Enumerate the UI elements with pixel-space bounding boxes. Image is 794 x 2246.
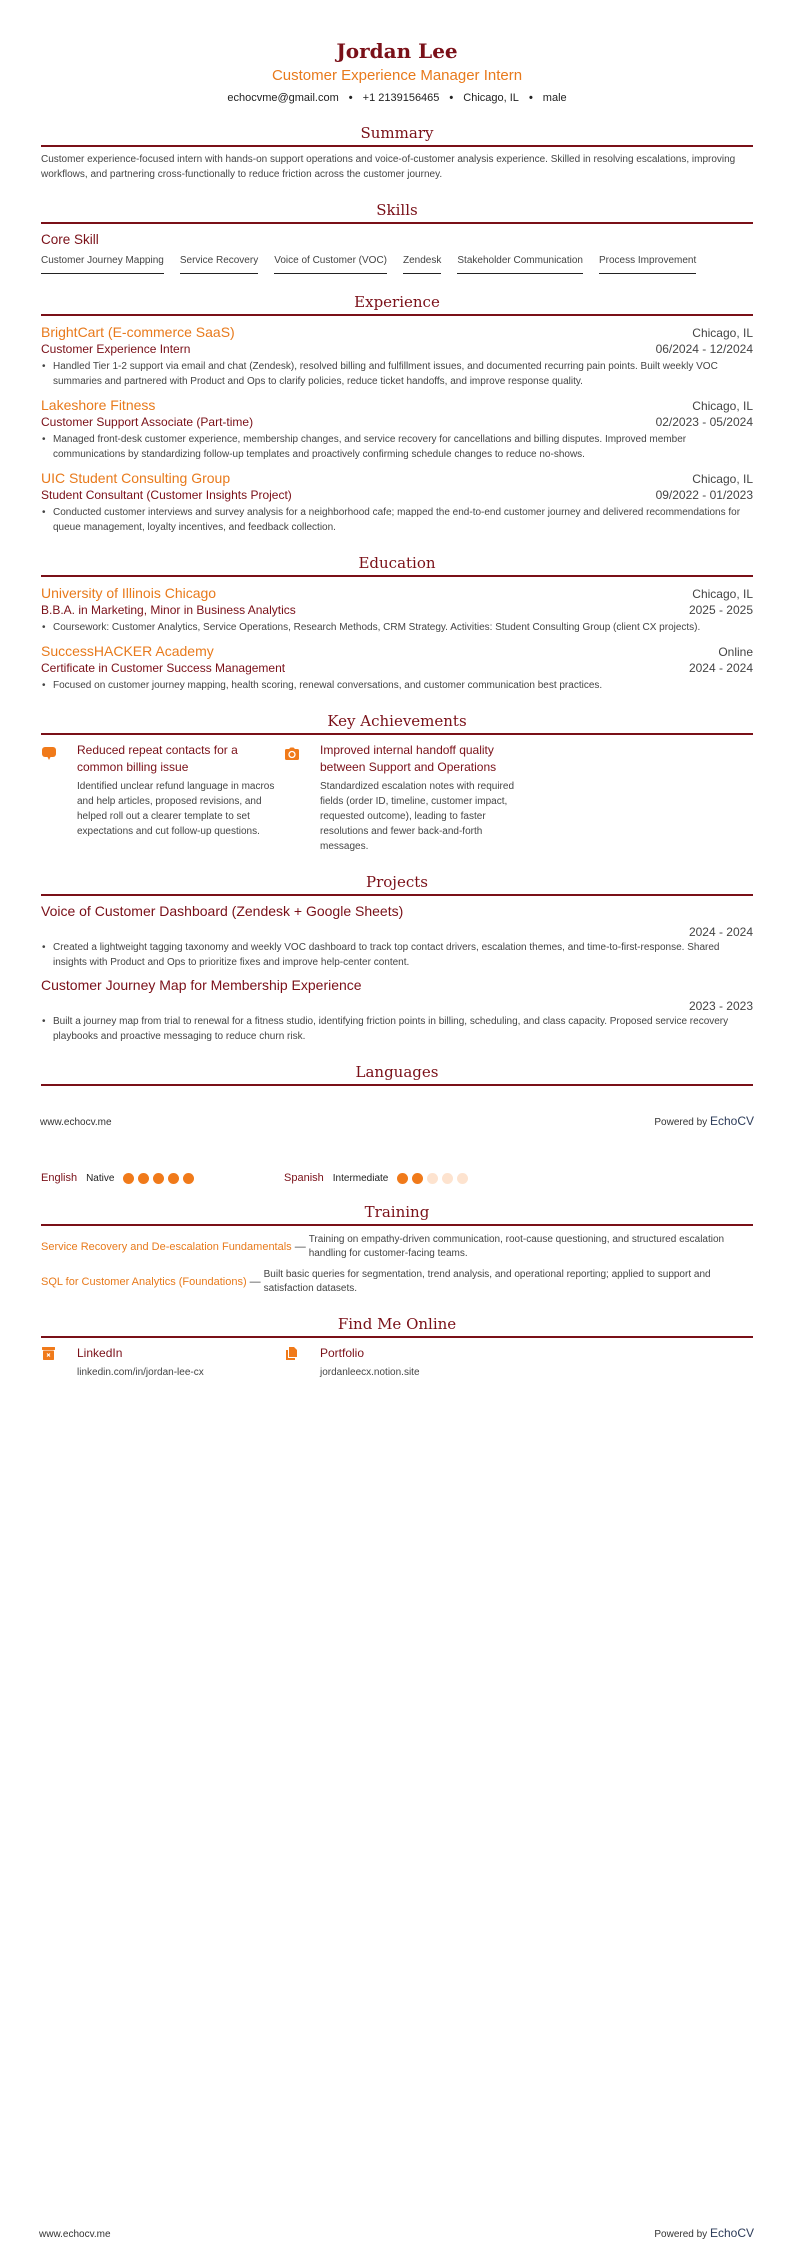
section-divider xyxy=(41,1336,753,1338)
rating-dot-empty xyxy=(457,1173,468,1184)
section-title-training: Training xyxy=(364,1203,430,1221)
education-entry xyxy=(41,584,753,635)
section-title-experience: Experience xyxy=(354,293,440,311)
job-bullet: • Conducted customer interviews and survey analysis for a neighborhood cafe; mapped the end-to-end customer journey and delivered recommendations for queue management, loyalty incentives, and feedback collection. xyxy=(41,505,753,535)
achievement-desc: Identified unclear refund language in macros and help articles, proposed revisions, and helped roll out a clearer template to set expectations and cut follow-up questions. xyxy=(77,781,275,837)
school-location: Online xyxy=(718,645,753,659)
linkedin-icon xyxy=(41,1345,77,1378)
section-divider xyxy=(41,894,753,896)
page-break-footer xyxy=(40,1114,754,1128)
education-bullet: • Coursework: Customer Analytics, Service Operations, Research Methods, CRM Strategy. Activities: Student Consulting Group (client CX projects). xyxy=(41,620,753,635)
achievement-item xyxy=(284,742,527,854)
company-name: BrightCart (E-commerce SaaS) xyxy=(41,324,235,340)
separator-dot: • xyxy=(348,92,353,104)
language-name: Spanish xyxy=(284,1172,324,1184)
training-section xyxy=(41,1202,753,1296)
education-bullet: • Focused on customer journey mapping, health scoring, renewal conversations, and customer communication best practices. xyxy=(41,678,753,693)
section-title-projects: Projects xyxy=(366,873,428,891)
training-desc: Training on empathy-driven communication, root-cause questioning, and structured escalation handling for customer-facing teams. xyxy=(308,1234,725,1259)
footer-site-link[interactable]: www.echocv.me xyxy=(39,2229,111,2240)
projects-section xyxy=(41,872,753,1044)
skill-category: Core Skill xyxy=(41,232,99,247)
language-level: Intermediate xyxy=(332,1172,389,1184)
section-title-education: Education xyxy=(358,554,436,572)
job-bullet: • Handled Tier 1-2 support via email and chat (Zendesk), resolved billing and fulfillment issues, and documented recurring pain points. Built weekly VOC summaries and partnered with Product and Ops to clarify policies, reduce ticket handoffs, and improve response quality. xyxy=(41,359,753,389)
candidate-title: Customer Experience Manager Intern xyxy=(271,67,523,84)
online-profile-linkedin[interactable] xyxy=(41,1345,284,1378)
project-dates: 2023 - 2023 xyxy=(688,999,753,1013)
company-location: Chicago, IL xyxy=(692,326,753,340)
separator-dot: • xyxy=(449,92,454,104)
rating-dot-empty xyxy=(442,1173,453,1184)
rating-dot-filled xyxy=(397,1173,408,1184)
degree: Certificate in Customer Success Management xyxy=(41,661,286,675)
online-profile-portfolio[interactable] xyxy=(284,1345,527,1378)
job-bullet: • Managed front-desk customer experience, membership changes, and service recovery for cancellations and billing disputes. Improved member communications by standardizing follow-up templates and proactively confirming schedule changes to reduce no-shows. xyxy=(41,432,753,462)
section-title-languages: Languages xyxy=(355,1063,439,1081)
company-location: Chicago, IL xyxy=(692,399,753,413)
education-section xyxy=(41,553,753,693)
training-item xyxy=(41,1233,753,1261)
section-divider xyxy=(41,1084,753,1086)
separator-dot: • xyxy=(528,92,533,104)
contact-phone[interactable]: +1 2139156465 xyxy=(362,92,440,104)
footer-powered-by: Powered by EchoCV xyxy=(654,1114,754,1128)
section-divider xyxy=(41,575,753,577)
contact-location: Chicago, IL xyxy=(463,92,519,104)
speech-bubble-icon xyxy=(41,742,77,854)
rating-dot-filled xyxy=(153,1173,164,1184)
resume-header xyxy=(41,0,753,105)
section-title-online: Find Me Online xyxy=(337,1315,457,1333)
company-name: Lakeshore Fitness xyxy=(41,397,156,413)
degree: B.B.A. in Marketing, Minor in Business Analytics xyxy=(41,603,296,617)
skill-tag: Process Improvement xyxy=(599,254,696,274)
training-desc: Built basic queries for segmentation, trend analysis, and operational reporting; applied to support and satisfaction datasets. xyxy=(263,1269,711,1294)
experience-entry xyxy=(41,396,753,462)
school-name: University of Illinois Chicago xyxy=(41,585,217,601)
camera-icon xyxy=(284,742,320,854)
language-level: Native xyxy=(86,1172,115,1184)
education-entry xyxy=(41,642,753,693)
rating-dot-filled xyxy=(412,1173,423,1184)
skill-tag: Service Recovery xyxy=(180,254,258,274)
language-rating xyxy=(123,1173,194,1184)
language-rating xyxy=(397,1173,468,1184)
footer-brand[interactable]: EchoCV xyxy=(709,1114,754,1128)
company-location: Chicago, IL xyxy=(692,472,753,486)
skill-tag: Customer Journey Mapping xyxy=(41,254,164,274)
project-bullet: • Created a lightweight tagging taxonomy and weekly VOC dashboard to track top contact drivers, escalation themes, and time-to-first-response. Shared insights with Product and Ops to prioritize fixes and improve help-center content. xyxy=(41,940,753,970)
contact-line xyxy=(41,91,753,105)
experience-entry xyxy=(41,323,753,389)
project-title: Customer Journey Map for Membership Experience xyxy=(41,977,362,993)
experience-section xyxy=(41,292,753,535)
school-location: Chicago, IL xyxy=(692,587,753,601)
summary-text: Customer experience-focused intern with hands-on support operations and voice-of-customer analysis experience. Skilled in resolving escalations, improving workflows, and partnering cross-functionally to reduce friction across the customer journey. xyxy=(41,154,736,180)
contact-gender: male xyxy=(542,92,567,104)
job-role: Student Consultant (Customer Insights Project) xyxy=(41,488,292,502)
job-role: Customer Experience Intern xyxy=(41,342,191,356)
language-name: English xyxy=(41,1172,78,1184)
education-dates: 2025 - 2025 xyxy=(688,603,753,617)
rating-dot-filled xyxy=(183,1173,194,1184)
achievement-item xyxy=(41,742,284,854)
achievement-desc: Standardized escalation notes with required fields (order ID, timeline, customer impact, requested outcome), leading to faster resolutions and fewer back-and-forth messages. xyxy=(320,781,515,852)
skill-tag: Voice of Customer (VOC) xyxy=(274,254,387,274)
job-dates: 09/2022 - 01/2023 xyxy=(655,488,753,502)
project-bullet: • Built a journey map from trial to renewal for a fitness studio, identifying friction points in billing, scheduling, and class capacity. Proposed service recovery playbooks and proactive messaging to reduce churn risk. xyxy=(41,1014,753,1044)
skills-section xyxy=(41,200,753,274)
language-item xyxy=(41,1172,284,1184)
project-entry xyxy=(41,976,753,1044)
portfolio-icon xyxy=(284,1345,320,1378)
section-divider xyxy=(41,733,753,735)
education-dates: 2024 - 2024 xyxy=(688,661,753,675)
summary-section xyxy=(41,123,753,182)
skill-tag: Stakeholder Communication xyxy=(457,254,583,274)
online-url[interactable]: linkedin.com/in/jordan-lee-cx xyxy=(77,1367,204,1378)
achievements-section xyxy=(41,711,753,854)
section-title-summary: Summary xyxy=(360,124,434,142)
contact-email[interactable]: echocvme@gmail.com xyxy=(227,92,339,104)
section-divider xyxy=(41,314,753,316)
job-dates: 06/2024 - 12/2024 xyxy=(655,342,753,356)
candidate-name: Jordan Lee xyxy=(336,39,458,63)
training-dash: — xyxy=(249,1276,261,1288)
footer-brand[interactable]: EchoCV xyxy=(709,2226,754,2240)
section-divider xyxy=(41,222,753,224)
project-title: Voice of Customer Dashboard (Zendesk + Google Sheets) xyxy=(41,903,404,919)
section-title-achievements: Key Achievements xyxy=(327,712,467,730)
online-section xyxy=(41,1314,753,1378)
footer-site-link[interactable]: www.echocv.me xyxy=(40,1117,112,1128)
online-label: Portfolio xyxy=(320,1346,365,1360)
project-entry xyxy=(41,902,753,970)
section-divider xyxy=(41,1224,753,1226)
project-dates: 2024 - 2024 xyxy=(688,925,753,939)
online-url[interactable]: jordanleecx.notion.site xyxy=(320,1367,420,1378)
job-dates: 02/2023 - 05/2024 xyxy=(655,415,753,429)
section-title-skills: Skills xyxy=(376,201,418,219)
skill-tag-list xyxy=(41,254,753,274)
languages-section xyxy=(41,1062,753,1184)
page-footer xyxy=(39,2226,754,2240)
section-divider xyxy=(41,145,753,147)
achievement-title: Improved internal handoff quality between Support and Operations xyxy=(320,743,497,774)
school-name: SuccessHACKER Academy xyxy=(41,643,214,659)
training-item xyxy=(41,1268,753,1296)
training-name: SQL for Customer Analytics (Foundations) xyxy=(41,1276,247,1288)
training-name: Service Recovery and De-escalation Fundamentals xyxy=(41,1241,292,1253)
footer-powered-by: Powered by EchoCV xyxy=(654,2226,754,2240)
online-label: LinkedIn xyxy=(77,1346,123,1360)
skill-tag: Zendesk xyxy=(403,254,441,274)
experience-entry xyxy=(41,469,753,535)
rating-dot-filled xyxy=(138,1173,149,1184)
language-item xyxy=(284,1172,527,1184)
rating-dot-filled xyxy=(123,1173,134,1184)
achievement-title: Reduced repeat contacts for a common billing issue xyxy=(77,743,238,774)
language-list xyxy=(41,1172,753,1184)
company-name: UIC Student Consulting Group xyxy=(41,470,231,486)
rating-dot-empty xyxy=(427,1173,438,1184)
rating-dot-filled xyxy=(168,1173,179,1184)
training-dash: — xyxy=(294,1241,306,1253)
job-role: Customer Support Associate (Part-time) xyxy=(41,415,254,429)
